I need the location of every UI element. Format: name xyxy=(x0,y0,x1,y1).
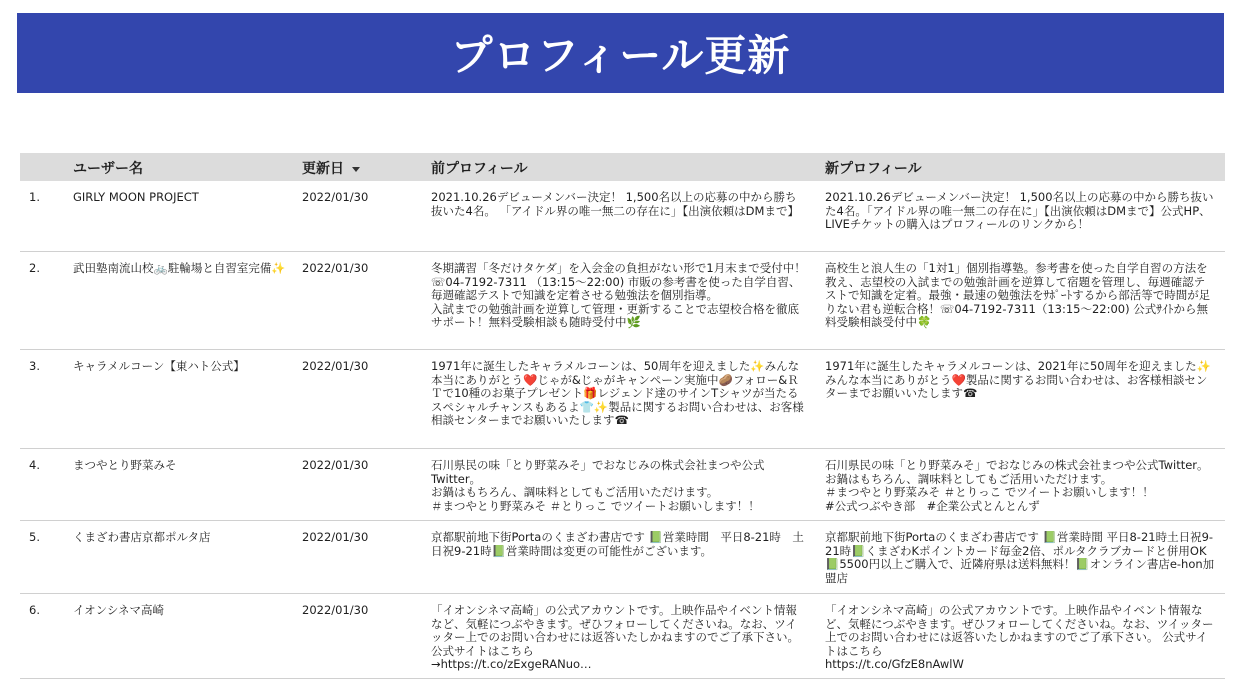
username-cell: まつやとり野菜みそ xyxy=(73,458,177,472)
prev-profile-cell: 1971年に誕生したキャラメルコーンは、50周年を迎えました✨みんな本当にありがとう❤️じゃが&じゃがキャンペーン実施中🥔フォロー&ＲＴで10種のお菓子プレゼント🎁レジェンド達のサインTシャツが当たるスペシャルチャンスもあるよ👕✨製品に関するお問い合わせは、お客様相談センターまでお願いいたします☎ xyxy=(431,359,804,427)
updated-date-cell: 2022/01/30 xyxy=(302,603,369,617)
row-number: 5. xyxy=(29,530,40,544)
column-header-new-profile: 新プロフィール xyxy=(825,161,922,177)
username-cell: キャラメルコーン【東ハト公式】 xyxy=(73,359,245,373)
updated-date-cell: 2022/01/30 xyxy=(302,458,369,472)
page-title: プロフィール更新 xyxy=(450,31,791,80)
table-header xyxy=(20,153,1225,181)
table-row xyxy=(20,594,1225,679)
updated-date-cell: 2022/01/30 xyxy=(302,359,369,373)
new-profile-cell: 「イオンシネマ高崎」の公式アカウントです。上映作品やイベント情報など、気軽につぶやきます。ぜひフォローしてくださいね。なお、ツイッター上でのお問い合わせには返答いたしかねますのでご了承下さい。 公式サイトはこちら https://t.co/GfzE8nAwlW xyxy=(825,603,1214,671)
caret-down-icon[interactable] xyxy=(352,167,360,172)
table-row xyxy=(20,449,1225,521)
prev-profile-cell: 京都駅前地下街Portaのくまざわ書店です 📗営業時間 平日8-21時 土日祝9-21時📗営業時間は変更の可能性がございます。 xyxy=(431,530,804,558)
table-row xyxy=(20,350,1225,449)
column-header-updated-label: 更新日 xyxy=(302,161,344,177)
new-profile-cell: 2021.10.26デビューメンバー決定！ 1,500名以上の応募の中から勝ち抜いた4名。「アイドル界の唯一無二の存在に」【出演依頼はDMまで】公式HP、LIVEチケットの購入はプロフィールのリンクから！ xyxy=(825,190,1214,231)
username-cell: GIRLY MOON PROJECT xyxy=(73,190,199,204)
row-number: 3. xyxy=(29,359,40,373)
column-header-updated[interactable] xyxy=(302,158,360,178)
username-cell: イオンシネマ高崎 xyxy=(73,603,165,617)
column-header-prev-profile: 前プロフィール xyxy=(431,161,528,177)
table-row xyxy=(20,181,1225,252)
username-cell: くまざわ書店京都ポルタ店 xyxy=(73,530,211,544)
updated-date-cell: 2022/01/30 xyxy=(302,190,369,204)
new-profile-cell: 1971年に誕生したキャラメルコーンは、2021年に50周年を迎えました✨みんな本当にありがとう❤️製品に関するお問い合わせは、お客様相談センターまでお願いいたします☎ xyxy=(825,359,1211,400)
column-header-username: ユーザー名 xyxy=(73,161,143,177)
row-number: 4. xyxy=(29,458,40,472)
new-profile-cell: 京都駅前地下街Portaのくまざわ書店です 📗営業時間 平日8-21時土日祝9-21時📗くまざわKポイントカード毎金2倍、ポルタクラブカードと併用OK 📗5500円以上ご購入で、近隣府県は送料無料！📗オンライン書店e-hon加盟店 xyxy=(825,530,1215,585)
prev-profile-cell: 「イオンシネマ高崎」の公式アカウントです。上映作品やイベント情報など、気軽につぶやきます。ぜひフォローしてくださいね。なお、ツイッター上でのお問い合わせには返答いたしかねますのでご了承下さい。 公式サイトはこちら →https://t.co/zExgeRANuo… xyxy=(431,603,799,671)
updated-date-cell: 2022/01/30 xyxy=(302,261,369,275)
table-row xyxy=(20,521,1225,594)
table-row xyxy=(20,252,1225,350)
updated-date-cell: 2022/01/30 xyxy=(302,530,369,544)
new-profile-cell: 石川県民の味「とり野菜みそ」でおなじみの株式会社まつや公式Twitter。 お鍋はもちろん、調味料としてもご活用いただけます。 ＃まつやとり野菜みそ ＃とりっこ でツイートお願いします！！ #公式つぶやき部 #企業公式とんとんず xyxy=(825,458,1209,513)
username-cell: 武田塾南流山校🚲駐輪場と自習室完備✨ xyxy=(73,261,286,275)
profile-update-table xyxy=(20,153,1225,679)
row-number: 2. xyxy=(29,261,40,275)
prev-profile-cell: 冬期講習「冬だけタケダ」を入会金の負担がない形で1月末まで受付中！☏04-7192-7311 （13:15〜22:00) 市販の参考書を使った自学自習、毎週確認テストで知識を定着させる勉強法を個別指導。 入試までの勉強計画を逆算して管理・更新することで志望校合格を徹底サポート！無料受験相談も随時受付中🌿 xyxy=(431,261,806,329)
prev-profile-cell: 2021.10.26デビューメンバー決定！ 1,500名以上の応募の中から勝ち抜いた4名。 「アイドル界の唯一無二の存在に」【出演依頼はDMまで】 xyxy=(431,190,799,218)
header-banner xyxy=(17,13,1224,93)
prev-profile-cell: 石川県民の味「とり野菜みそ」でおなじみの株式会社まつや公式Twitter。 お鍋はもちろん、調味料としてもご活用いただけます。 ＃まつやとり野菜みそ ＃とりっこ でツイートお願いします！！ xyxy=(431,458,765,513)
row-number: 6. xyxy=(29,603,40,617)
new-profile-cell: 高校生と浪人生の「1対1」個別指導塾。参考書を使った自学自習の方法を教え、志望校の入試までの勉強計画を逆算して宿題を管理し、毎週確認テストで知識を定着。最強・最速の勉強法をｻﾎﾟｰﾄするから部活等で時間が足りない君も逆転合格！☏04-7192-7311（13:15〜22:00) 公式ｻｲﾄから無料受験相談受付中🍀 xyxy=(825,261,1211,329)
row-number: 1. xyxy=(29,190,40,204)
